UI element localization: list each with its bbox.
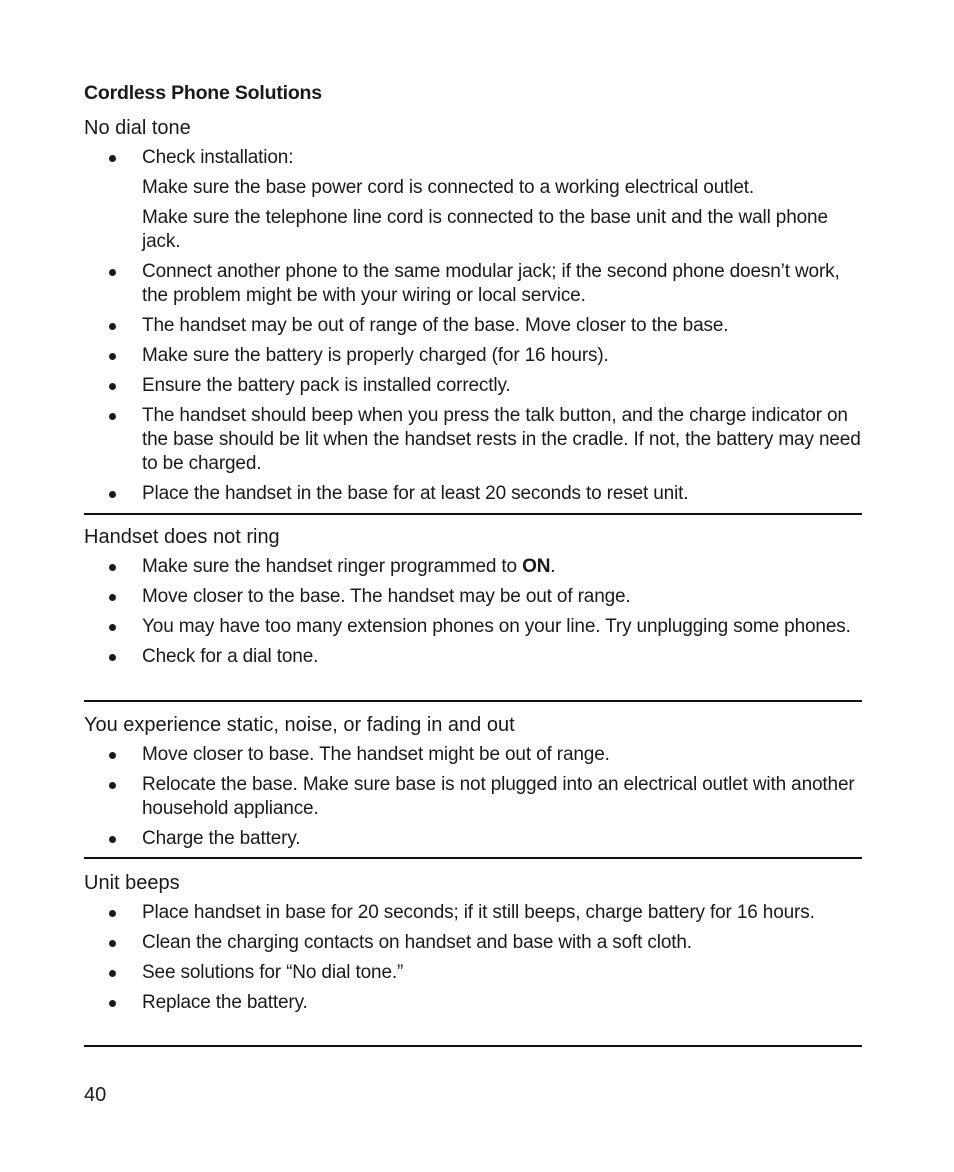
list-item — [84, 555, 862, 579]
section-divider — [84, 1045, 862, 1047]
bullet-list — [84, 146, 862, 506]
list-item-text: Connect another phone to the same modular jack; if the second phone doesn’t work, the problem might be with your wiring or local service. — [142, 261, 840, 306]
list-item — [84, 901, 862, 925]
list-item-text: Check installation: — [142, 147, 294, 168]
bullet-icon — [109, 491, 116, 498]
section-handset-does-not-ring — [84, 525, 862, 669]
list-item — [84, 260, 862, 308]
list-item-text: Make sure the battery is properly charged (for 16 hours). — [142, 345, 609, 366]
page-number: 40 — [84, 1084, 107, 1106]
list-item — [84, 585, 862, 609]
list-item — [84, 374, 862, 398]
list-item-text-end: . — [550, 556, 556, 577]
bullet-icon — [109, 323, 116, 330]
bullet-icon — [109, 910, 116, 917]
bullet-icon — [109, 1000, 116, 1007]
list-item-text: Check for a dial tone. — [142, 646, 319, 667]
list-item-text: Charge the battery. — [142, 828, 301, 849]
page-title: Cordless Phone Solutions — [84, 82, 322, 104]
list-item-text: Ensure the battery pack is installed correctly. — [142, 375, 511, 396]
list-item — [84, 991, 862, 1015]
list-item — [84, 404, 862, 476]
bullet-icon — [109, 782, 116, 789]
section-divider — [84, 700, 862, 702]
bullet-icon — [109, 940, 116, 947]
list-item-text: Move closer to base. The handset might be out of range. — [142, 744, 610, 765]
bullet-list — [84, 555, 862, 669]
list-item — [84, 615, 862, 639]
section-unit-beeps — [84, 871, 862, 1015]
list-item-text: Move closer to the base. The handset may be out of range. — [142, 586, 631, 607]
section-heading: Unit beeps — [84, 872, 180, 894]
list-item-text: Make sure the handset ringer programmed to — [142, 556, 523, 577]
list-item — [84, 931, 862, 955]
bullet-list — [84, 743, 862, 851]
list-item-subtext: Make sure the base power cord is connected to a working electrical outlet. — [142, 177, 755, 198]
list-item — [84, 827, 862, 851]
list-item — [84, 482, 862, 506]
bullet-icon — [109, 155, 116, 162]
bullet-icon — [109, 970, 116, 977]
section-heading: Handset does not ring — [84, 526, 280, 548]
list-item-subtext: Make sure the telephone line cord is connected to the base unit and the wall phone jack. — [142, 207, 828, 252]
section-divider — [84, 513, 862, 515]
section-heading: No dial tone — [84, 117, 191, 139]
list-item-text: Place the handset in the base for at least 20 seconds to reset unit. — [142, 483, 689, 504]
list-item — [84, 773, 862, 821]
list-item — [84, 961, 862, 985]
section-static-noise — [84, 713, 862, 851]
bullet-icon — [109, 383, 116, 390]
bullet-icon — [109, 413, 116, 420]
bullet-icon — [109, 752, 116, 759]
bullet-icon — [109, 836, 116, 843]
list-item-text: Clean the charging contacts on handset and base with a soft cloth. — [142, 932, 692, 953]
list-item-text: The handset should beep when you press the talk button, and the charge indicator on the base should be lit when the handset rests in the cradle. If not, the battery may need to be charged. — [142, 405, 861, 474]
section-divider — [84, 857, 862, 859]
bullet-icon — [109, 624, 116, 631]
list-item-text: You may have too many extension phones on your line. Try unplugging some phones. — [142, 616, 851, 637]
list-item — [84, 314, 862, 338]
list-item-text: Relocate the base. Make sure base is not plugged into an electrical outlet with another household appliance. — [142, 774, 855, 819]
list-item-text: Place handset in base for 20 seconds; if it still beeps, charge battery for 16 hours. — [142, 902, 815, 923]
section-heading: You experience static, noise, or fading in and out — [84, 714, 515, 736]
bullet-icon — [109, 353, 116, 360]
list-item-text: Replace the battery. — [142, 992, 308, 1013]
list-item — [84, 743, 862, 767]
list-item — [84, 645, 862, 669]
list-item — [84, 344, 862, 368]
list-item — [84, 146, 862, 254]
bullet-list — [84, 901, 862, 1015]
bullet-icon — [109, 594, 116, 601]
list-item-text: See solutions for “No dial tone.” — [142, 962, 404, 983]
setting-value-on: ON — [522, 556, 551, 577]
list-item-text: The handset may be out of range of the base. Move closer to the base. — [142, 315, 729, 336]
bullet-icon — [109, 564, 116, 571]
bullet-icon — [109, 654, 116, 661]
section-no-dial-tone — [84, 116, 862, 506]
bullet-icon — [109, 269, 116, 276]
